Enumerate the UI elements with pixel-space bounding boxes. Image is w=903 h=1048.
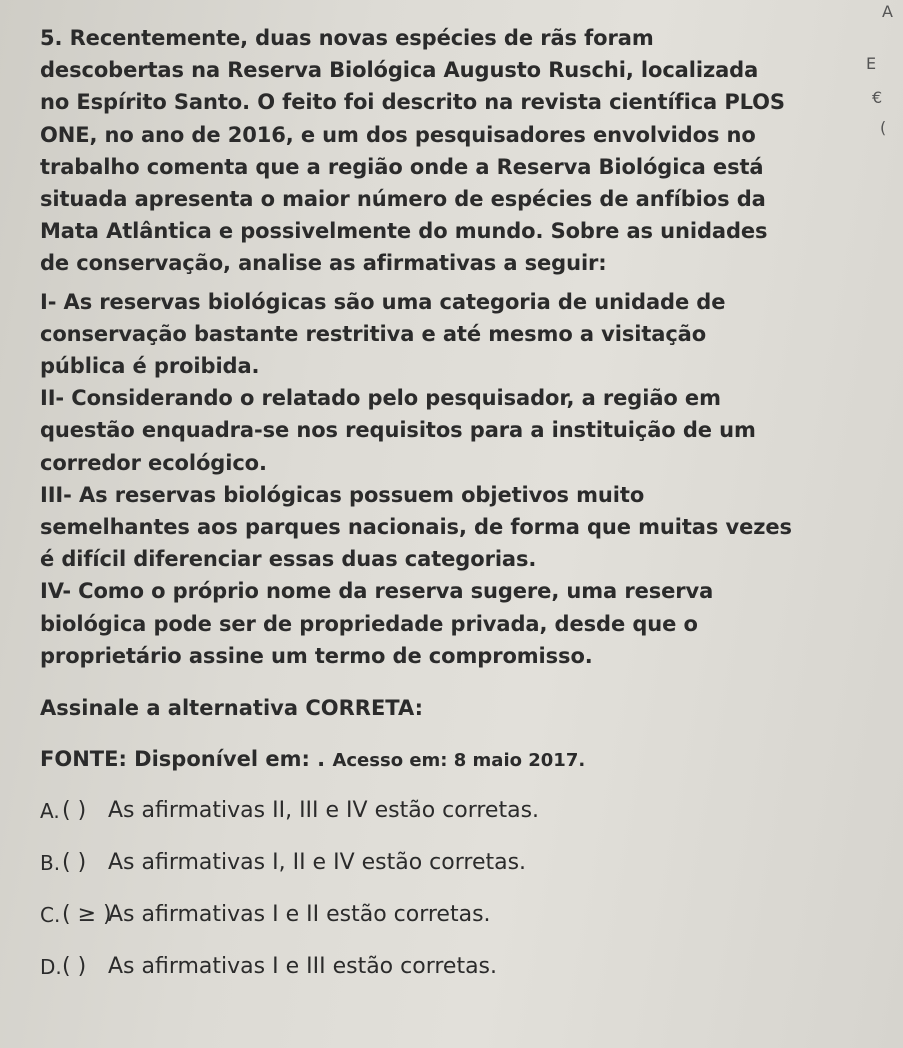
- option-text: As afirmativas I, II e IV estão corretas.: [108, 850, 527, 876]
- option-letter: B.: [40, 851, 61, 876]
- option-letter: D.: [40, 955, 62, 980]
- instruction: Assinale a alternativa CORRETA:: [40, 696, 424, 721]
- edge-fragment: (: [880, 118, 887, 137]
- option-c[interactable]: [40, 900, 890, 952]
- option-checkbox[interactable]: ( ): [62, 954, 87, 980]
- option-text: As afirmativas I e III estão corretas.: [108, 954, 498, 980]
- source-line: [40, 744, 890, 776]
- edge-fragment: A: [882, 2, 893, 21]
- option-checkbox[interactable]: ( ): [62, 850, 87, 876]
- source-label: FONTE: Disponível em: .: [40, 747, 326, 772]
- statement-1: I- As reservas biológicas são uma categoria de unidade de conservação bastante restritiva e até mesmo a visitação pública é proibida.: [40, 289, 726, 379]
- option-text: As afirmativas II, III e IV estão corretas.: [108, 798, 540, 824]
- question-intro: 5. Recentemente, duas novas espécies de rãs foram descobertas na Reserva Biológica Augusto Ruschi, localizada no Espírito Santo. O feito foi descrito na revista científica PLOS ONE, no ano de 2016, e um dos pesquisadores envolvidos no trabalho comenta que a região onde a Reserva Biológica está situada apresenta o maior número de espécies de anfíbios da Mata Atlântica e possivelmente do mundo. Sobre as unidades de conservação, analise as afirmativas a seguir:: [40, 26, 785, 276]
- source-access: Acesso em: 8 maio 2017.: [332, 750, 586, 772]
- option-a[interactable]: [40, 796, 890, 848]
- answer-options: [40, 796, 890, 1004]
- option-checkbox-marked[interactable]: ( ≥ ): [62, 902, 112, 928]
- option-letter: A.: [40, 799, 60, 824]
- statement-3: III- As reservas biológicas possuem objetivos muito semelhantes aos parques nacionais, de forma que muitas vezes é difícil diferenciar essas duas categorias.: [40, 482, 792, 572]
- option-checkbox[interactable]: ( ): [62, 798, 87, 824]
- statement-4: IV- Como o próprio nome da reserva sugere, uma reserva biológica pode ser de propriedade privada, desde que o proprietário assine um termo de compromisso.: [40, 579, 714, 668]
- option-d[interactable]: [40, 952, 890, 1004]
- edge-fragment: €: [872, 88, 883, 107]
- option-b[interactable]: [40, 848, 890, 900]
- edge-fragment: E: [866, 54, 877, 73]
- option-text: As afirmativas I e II estão corretas.: [108, 902, 491, 928]
- option-letter: C.: [40, 903, 61, 928]
- statement-2: II- Considerando o relatado pelo pesquisador, a região em questão enquadra-se nos requisitos para a instituição de um corredor ecológico.: [40, 386, 756, 475]
- question-page: [40, 22, 890, 1004]
